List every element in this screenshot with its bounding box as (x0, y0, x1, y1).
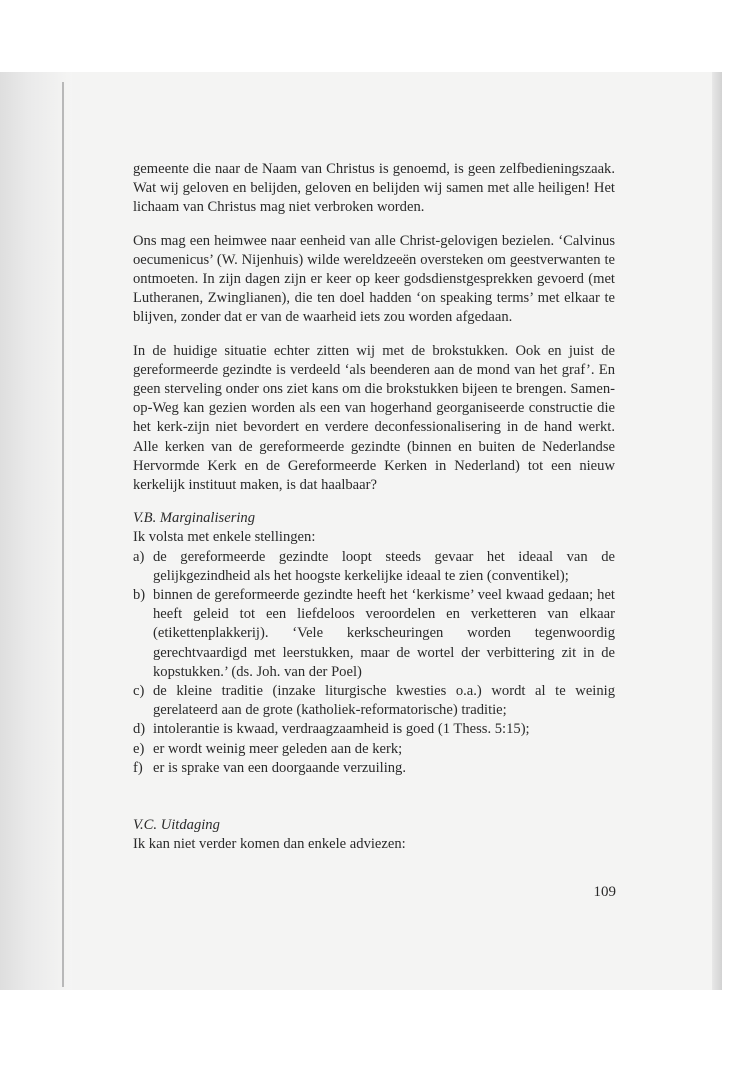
section-heading-marginalisering: V.B. Marginalisering (133, 510, 256, 527)
list-item-text: intolerantie is kwaad, verdraagzaamheid is goed (1 Thess. 5:15); (153, 721, 530, 738)
list-item-text: de kleine traditie (inzake liturgische kwesties o.a.) wordt al te weinig gerelateerd aan de grote (katholiek-reformatorische) traditie; (153, 683, 615, 719)
list-item-text: de gereformeerde gezindte loopt steeds gevaar het ideaal van de gelijkgezindheid als het hoogste kerkelijke ideaal te zien (conventikel); (153, 548, 615, 584)
list-marker: c) (133, 683, 145, 700)
stellingen-list (133, 548, 615, 778)
list-item-text: binnen de gereformeerde gezindte heeft het ‘kerkisme’ veel kwaad gedaan; het heeft geleid tot een liefdeloos veroordelen en verketteren van elkaar (etikettenplakkerij). ‘Vele kerkscheuringen worden tegenwoordig gerechtvaardigd met leerstukken, maar de wortel der verbittering zit in de kopstukken.’ (ds. Joh. van der Poel) (153, 587, 615, 680)
paragraph-1: gemeente die naar de Naam van Christus is genoemd, is geen zelfbedieningszaak. Wat wij geloven en belijden, geloven en belijden wij samen met alle heiligen! Het lichaam van Christus mag niet verbroken worden. (133, 161, 615, 216)
list-marker: d) (133, 721, 146, 738)
list-marker: a) (133, 548, 145, 565)
book-spine-line (62, 82, 64, 987)
list-item (133, 548, 615, 586)
list-item (133, 759, 615, 778)
list-marker: e) (133, 740, 145, 757)
page-number: 109 (593, 884, 616, 900)
paragraph-2: Ons mag een heimwee naar eenheid van alle Christ-gelovigen bezielen. ‘Calvinus oecumenicus’ (W. Nijenhuis) wilde wereldzeeën oversteken om geestverwanten te ontmoeten. In zijn dagen zijn er keer op keer godsdienstgesprekken gevoerd (met Lutheranen, Zwinglianen), die ten doel hadden ‘on speaking terms’ met elkaar te blijven, zonder dat er van de waarheid iets zou worden afgedaan. (133, 232, 615, 326)
list-item (133, 720, 615, 739)
paragraph-3: In de huidige situatie echter zitten wij met de brokstukken. Ook en juist de gereformeerde gezindte is verdeeld ‘als beenderen aan de mond van het graf’. En geen sterveling onder ons ziet kans om die brokstukken bijeen te brengen. Samen-op-Weg kan gezien worden als een van hogerhand georganiseerde constructie die het kerk-zijn niet bevordert en verdere deconfessionalisering in de hand werkt. Alle kerken van de gereformeerde gezindte (binnen en buiten de Nederlandse Hervormde Kerk en de Gereformeerde Kerken in Nederland) tot een nieuw kerkelijk instituut maken, is dat haalbaar? (133, 342, 615, 494)
list-marker: f) (133, 759, 143, 776)
list-item-text: er wordt weinig meer geleden aan de kerk; (153, 740, 403, 757)
page-body (133, 160, 615, 855)
list-item (133, 586, 615, 682)
section-heading-uitdaging: V.C. Uitdaging (133, 817, 220, 834)
section-intro-uitdaging: Ik kan niet verder komen dan enkele adviezen: (133, 836, 406, 853)
list-item-text: er is sprake van een doorgaande verzuiling. (153, 759, 406, 776)
list-marker: b) (133, 587, 146, 604)
list-item (133, 682, 615, 720)
section-intro-marginalisering: Ik volsta met enkele stellingen: (133, 529, 316, 546)
section-gap (133, 778, 615, 802)
list-item (133, 740, 615, 759)
page-right-edge (712, 72, 722, 990)
